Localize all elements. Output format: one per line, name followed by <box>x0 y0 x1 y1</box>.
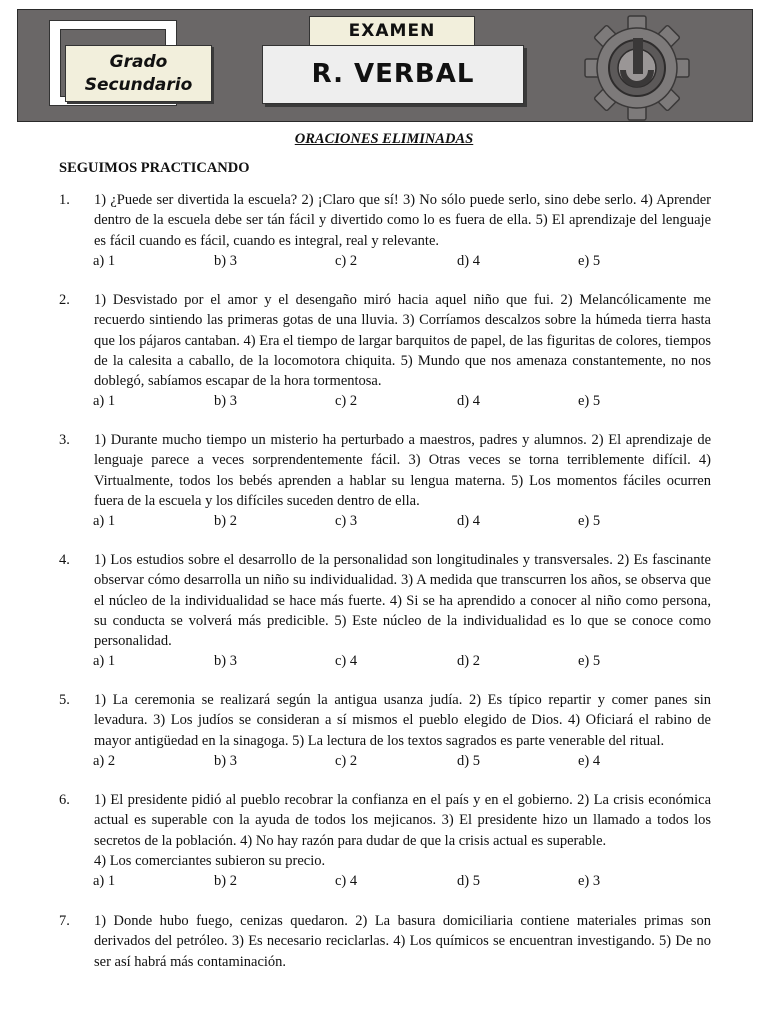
question-number: 1. <box>59 192 70 208</box>
option-e[interactable]: e) 5 <box>578 252 601 269</box>
option-a[interactable]: a) 1 <box>93 513 116 530</box>
question-4 <box>59 550 711 672</box>
option-d[interactable]: d) 5 <box>457 752 480 769</box>
question-number: 5. <box>59 692 70 708</box>
answer-options <box>93 251 711 271</box>
question-number: 7. <box>59 913 70 929</box>
option-a[interactable]: a) 2 <box>93 752 116 769</box>
option-a[interactable]: a) 1 <box>93 873 116 890</box>
question-number: 3. <box>59 432 70 448</box>
page-title: ORACIONES ELIMINADAS <box>294 131 474 147</box>
question-3 <box>59 430 711 531</box>
section-heading: SEGUIMOS PRACTICANDO <box>59 160 250 176</box>
question-6 <box>59 790 711 891</box>
option-a[interactable]: a) 1 <box>93 653 116 670</box>
question-number: 4. <box>59 552 70 568</box>
option-b[interactable]: b) 3 <box>214 393 237 410</box>
question-7 <box>59 911 711 972</box>
question-text: 1) El presidente pidió al pueblo recobrar la confianza en el país y en el gobierno. 2) La crisis económica actual es superable con la ayuda de todos los mejicanos. 3) El presidente hizo un llamado a todos los secretos de la población. 4) No hay razón para dudar de que la crisis actual es superable. <box>94 792 711 849</box>
answer-options <box>93 871 711 891</box>
option-c[interactable]: c) 2 <box>335 252 358 269</box>
option-e[interactable]: e) 5 <box>578 513 601 530</box>
question-text: 1) Donde hubo fuego, cenizas quedaron. 2) La basura domiciliaria contiene materiales primas son derivados del petróleo. 3) Es necesario reciclarlas. 4) Los químicos se encuentran investigando. 5) De no ser así habrá más contaminación. <box>94 913 711 970</box>
question-text: 1) ¿Puede ser divertida la escuela? 2) ¡Claro que sí! 3) No sólo puede serlo, sino debe serlo. 4) Aprender dentro de la escuela debe ser tán fácil y divertido como lo es fuera de ella. 5) El aprendizaje del lenguaje es fácil cuando es fácil, cuando es integral, real y relevante. <box>94 192 711 249</box>
option-e[interactable]: e) 3 <box>578 873 601 890</box>
option-b[interactable]: b) 3 <box>214 653 237 670</box>
question-text: 1) Desvistado por el amor y el desengaño miró hacia aquel niño que fui. 2) Melancólicamente me recuerdo sintiendo las primeras gotas de una lluvia. 3) Corríamos descalzos sobre la húmeda tierra hasta que los pájaros cantaban. 4) Era el tiempo de largar barquitos de papel, de las figuritas de colores, tiempos de la calesita a caballo, de la locomotora chiquita. 5) Mundo que nos amenaza constantemente, no nos doblegó, sabíamos escapar de la hora tormentosa. <box>94 292 711 390</box>
grade-line-1: Grado <box>109 51 168 72</box>
option-b[interactable]: b) 2 <box>214 873 237 890</box>
option-c[interactable]: c) 4 <box>335 653 358 670</box>
answer-options <box>93 751 711 771</box>
option-e[interactable]: e) 5 <box>578 393 601 410</box>
gear-icon <box>582 13 692 123</box>
answer-options <box>93 391 711 411</box>
option-d[interactable]: d) 4 <box>457 393 480 410</box>
grade-line-2: Secundario <box>84 74 193 95</box>
question-5 <box>59 690 711 771</box>
option-c[interactable]: c) 2 <box>335 752 358 769</box>
option-c[interactable]: c) 4 <box>335 873 358 890</box>
question-text-extra: 4) Los comerciantes subieron su precio. <box>94 852 326 869</box>
question-text: 1) La ceremonia se realizará según la antigua usanza judía. 2) Es típico repartir y comer panes sin levadura. 3) Los judíos se consideran a sí mismos el pueblo elegido de Dios. 4) Oficiará el rabino de mayor antigüedad en la sinagoga. 5) La lectura de los textos sagrados es parte venerable del ritual. <box>94 692 711 749</box>
option-e[interactable]: e) 5 <box>578 653 601 670</box>
exam-label: EXAMEN <box>309 16 475 46</box>
option-a[interactable]: a) 1 <box>93 252 116 269</box>
option-a[interactable]: a) 1 <box>93 393 116 410</box>
option-d[interactable]: d) 5 <box>457 873 480 890</box>
question-1 <box>59 190 711 271</box>
option-d[interactable]: d) 4 <box>457 513 480 530</box>
question-number: 6. <box>59 792 70 808</box>
option-d[interactable]: d) 2 <box>457 653 480 670</box>
option-c[interactable]: c) 2 <box>335 393 358 410</box>
question-text: 1) Durante mucho tiempo un misterio ha perturbado a maestros, padres y alumnos. 2) El aprendizaje de lenguaje parece a veces sorprendentemente fácil. 3) Otras veces se torna terriblemente difícil. 4) Virtualmente, todos los bebés aprenden a hablar su lengua materna. 5) Los momentos fáciles ocurren fuera de la escuela y los difíciles suceden dentro de ella. <box>94 432 711 509</box>
option-e[interactable]: e) 4 <box>578 752 601 769</box>
exam-header-banner <box>17 9 753 122</box>
option-b[interactable]: b) 2 <box>214 513 237 530</box>
option-b[interactable]: b) 3 <box>214 752 237 769</box>
grade-label <box>65 45 212 102</box>
question-2 <box>59 290 711 412</box>
answer-options <box>93 511 711 531</box>
subject-title: R. VERBAL <box>262 45 524 104</box>
option-b[interactable]: b) 3 <box>214 252 237 269</box>
option-d[interactable]: d) 4 <box>457 252 480 269</box>
question-number: 2. <box>59 292 70 308</box>
answer-options <box>93 651 711 671</box>
option-c[interactable]: c) 3 <box>335 513 358 530</box>
question-text: 1) Los estudios sobre el desarrollo de la personalidad son longitudinales y transversales. 2) Es fascinante observar cómo desarrolla un niño su individualidad. 3) A medida que transcurren los años, se observa que el núcleo de la individualidad se hace más fuerte. 4) Si se ha aprendido a conocer al niño como persona, su conducta se volverá más predicible. 5) Este núcleo de la individualidad es lo que se conoce como personalidad. <box>94 552 711 650</box>
